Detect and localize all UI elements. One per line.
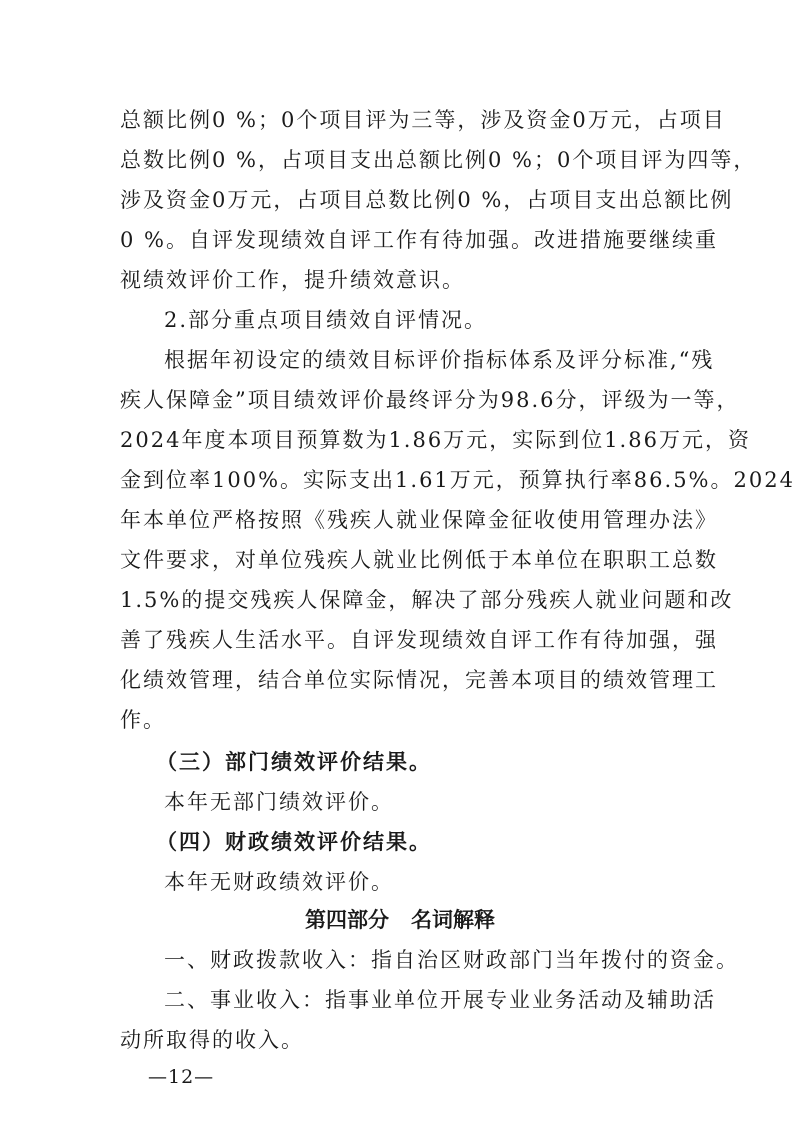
paragraph-3-line-6: 文件要求，对单位残疾人就业比例低于本单位在职职工总数	[120, 548, 718, 572]
paragraph-1-line-5: 视绩效评价工作，提升绩效意识。	[120, 268, 465, 292]
paragraph-1-line-3: 涉及资金0万元，占项目总数比例0 %，占项目支出总额比例	[120, 188, 734, 212]
paragraph-1-line-2: 总数比例0 %，占项目支出总额比例0 %；0个项目评为四等，	[120, 148, 757, 172]
paragraph-3-line-5: 年本单位严格按照《残疾人就业保障金征收使用管理办法》	[120, 508, 718, 532]
paragraph-3-line-1: 根据年初设定的绩效目标评价指标体系及评分标准,“残	[164, 348, 715, 372]
subsection-heading-key-projects: 2.部分重点项目绩效自评情况。	[164, 308, 488, 332]
finance-evaluation-text: 本年无财政绩效评价。	[164, 870, 394, 894]
definition-2-line-1: 二、事业收入：指事业单位开展专业业务活动及辅助活	[164, 988, 716, 1012]
definition-2-line-2: 动所取得的收入。	[120, 1028, 304, 1052]
paragraph-3-line-8: 善了残疾人生活水平。自评发现绩效自评工作有待加强，强	[120, 628, 718, 652]
paragraph-3-line-4: 金到位率100%。实际支出1.61万元，预算执行率86.5%。2024	[120, 468, 795, 492]
section-heading-department-evaluation: （三）部门绩效评价结果。	[156, 749, 432, 774]
paragraph-3-line-7: 1.5%的提交残疾人保障金，解决了部分残疾人就业问题和改	[120, 588, 734, 612]
definition-1: 一、财政拨款收入：指自治区财政部门当年拨付的资金。	[164, 948, 739, 972]
section-heading-finance-evaluation: （四）财政绩效评价结果。	[156, 829, 432, 854]
paragraph-1-line-1: 总额比例0 %；0个项目评为三等，涉及资金0万元，占项目	[120, 108, 726, 132]
paragraph-3-line-10: 作。	[120, 708, 166, 732]
page-number: —12—	[148, 1066, 215, 1088]
paragraph-3-line-9: 化绩效管理，结合单位实际情况，完善本项目的绩效管理工	[120, 668, 718, 692]
paragraph-3-line-3: 2024年度本项目预算数为1.86万元，实际到位1.86万元，资	[120, 428, 751, 452]
department-evaluation-text: 本年无部门绩效评价。	[164, 790, 394, 814]
paragraph-1-line-4: 0 %。自评发现绩效自评工作有待加强。改进措施要继续重	[120, 228, 718, 252]
part-four-heading: 第四部分 名词解释	[305, 908, 495, 932]
paragraph-3-line-2: 疾人保障金”项目绩效评价最终评分为98.6分，评级为一等，	[120, 388, 740, 412]
